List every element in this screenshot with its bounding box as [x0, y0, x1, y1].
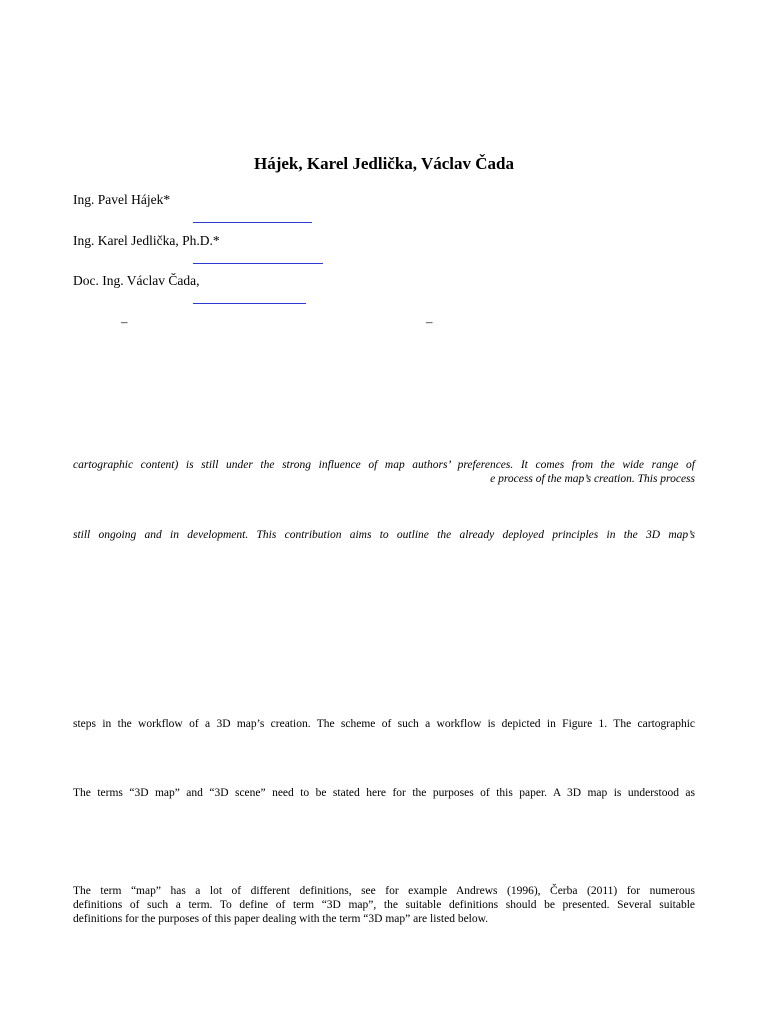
abstract-line-2: e process of the map’s creation. This process — [490, 473, 695, 485]
email-link-underline-2[interactable] — [193, 263, 323, 264]
author-name-3: Doc. Ing. Václav Čada, — [73, 273, 200, 288]
abstract-line-3: still ongoing and in development. This contribution aims to outline the already deployed principles in the 3D map’s — [73, 529, 695, 541]
body-paragraph-3-line-3: definitions for the purposes of this paper dealing with the term “3D map” are listed below. — [73, 913, 489, 925]
abstract-line-1: cartographic content) is still under the strong influence of map authors’ preferences. It comes from the wide range of — [73, 459, 695, 471]
author-name-1: Ing. Pavel Hájek* — [73, 192, 171, 207]
dash-left: – — [121, 314, 128, 329]
email-link-underline-1[interactable] — [193, 222, 312, 223]
author-name-2: Ing. Karel Jedlička, Ph.D.* — [73, 233, 220, 248]
body-paragraph-2: The terms “3D map” and “3D scene” need to be stated here for the purposes of this paper. A 3D map is understood as — [73, 787, 695, 799]
body-paragraph-1: steps in the workflow of a 3D map’s creation. The scheme of such a workflow is depicted in Figure 1. The cartographic — [73, 718, 695, 730]
page-title: Hájek, Karel Jedlička, Václav Čada — [253, 154, 515, 173]
body-paragraph-3-line-2: definitions of such a term. To define of term “3D map”, the suitable definitions should be presented. Several suitable — [73, 899, 695, 911]
email-link-underline-3[interactable] — [193, 303, 306, 304]
body-paragraph-3-line-1: The term “map” has a lot of different definitions, see for example Andrews (1996), Čerba (2011) for numerous — [73, 885, 695, 897]
dash-right: – — [426, 314, 433, 329]
